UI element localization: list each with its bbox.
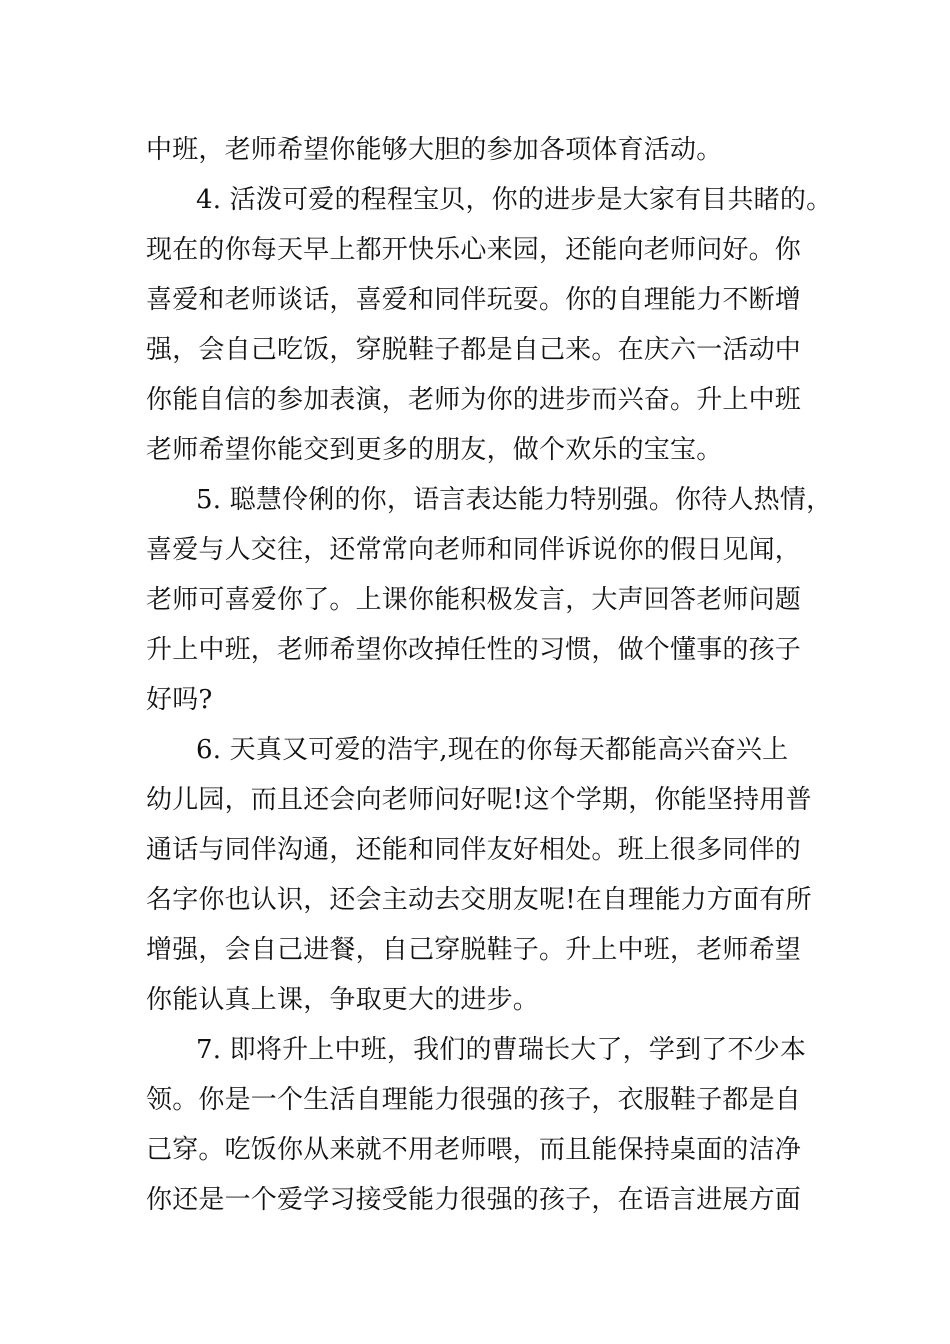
text-line: 你能认真上课，争取更大的进步。: [146, 985, 540, 1015]
paragraph-7-start: 7. 即将升上中班，我们的曹瑞长大了，学到了不少本: [196, 1035, 807, 1065]
text-line: 老师可喜爱你了。上课你能积极发言，大声回答老师问题: [146, 585, 802, 615]
text-line: 名字你也认识，还会主动去交朋友呢!在自理能力方面有所: [146, 885, 812, 915]
paragraph-4-start: 4. 活泼可爱的程程宝贝，你的进步是大家有目共睹的。: [196, 185, 833, 215]
text-line: 强，会自己吃饭，穿脱鞋子都是自己来。在庆六一活动中: [146, 335, 802, 365]
paragraph-6-start: 6. 天真又可爱的浩宇,现在的你每天都能高兴奋兴上: [196, 735, 789, 765]
text-line: 通话与同伴沟通，还能和同伴友好相处。班上很多同伴的: [146, 835, 802, 865]
text-line: 中班，老师希望你能够大胆的参加各项体育活动。: [146, 135, 723, 165]
text-line: 现在的你每天早上都开快乐心来园，还能向老师问好。你: [146, 235, 802, 265]
text-line: 你能自信的参加表演，老师为你的进步而兴奋。升上中班: [146, 385, 802, 415]
text-line: 升上中班，老师希望你改掉任性的习惯，做个懂事的孩子: [146, 635, 802, 665]
text-line: 喜爱和老师谈话，喜爱和同伴玩耍。你的自理能力不断增: [146, 285, 802, 315]
text-line: 领。你是一个生活自理能力很强的孩子，衣服鞋子都是自: [146, 1085, 802, 1115]
text-line: 老师希望你能交到更多的朋友，做个欢乐的宝宝。: [146, 435, 723, 465]
text-line: 己穿。吃饭你从来就不用老师喂，而且能保持桌面的洁净: [146, 1135, 802, 1165]
text-line: 增强，会自己进餐，自己穿脱鞋子。升上中班，老师希望: [146, 935, 802, 965]
text-line: 幼儿园，而且还会向老师问好呢!这个学期，你能坚持用普: [146, 785, 812, 815]
paragraph-5-start: 5. 聪慧伶俐的你，语言表达能力特别强。你待人热情，: [196, 485, 833, 515]
text-line: 喜爱与人交往，还常常向老师和同伴诉说你的假日见闻，: [146, 535, 802, 565]
text-line: 好吗?: [146, 685, 213, 715]
text-line: 你还是一个爱学习接受能力很强的孩子，在语言进展方面: [146, 1185, 802, 1215]
